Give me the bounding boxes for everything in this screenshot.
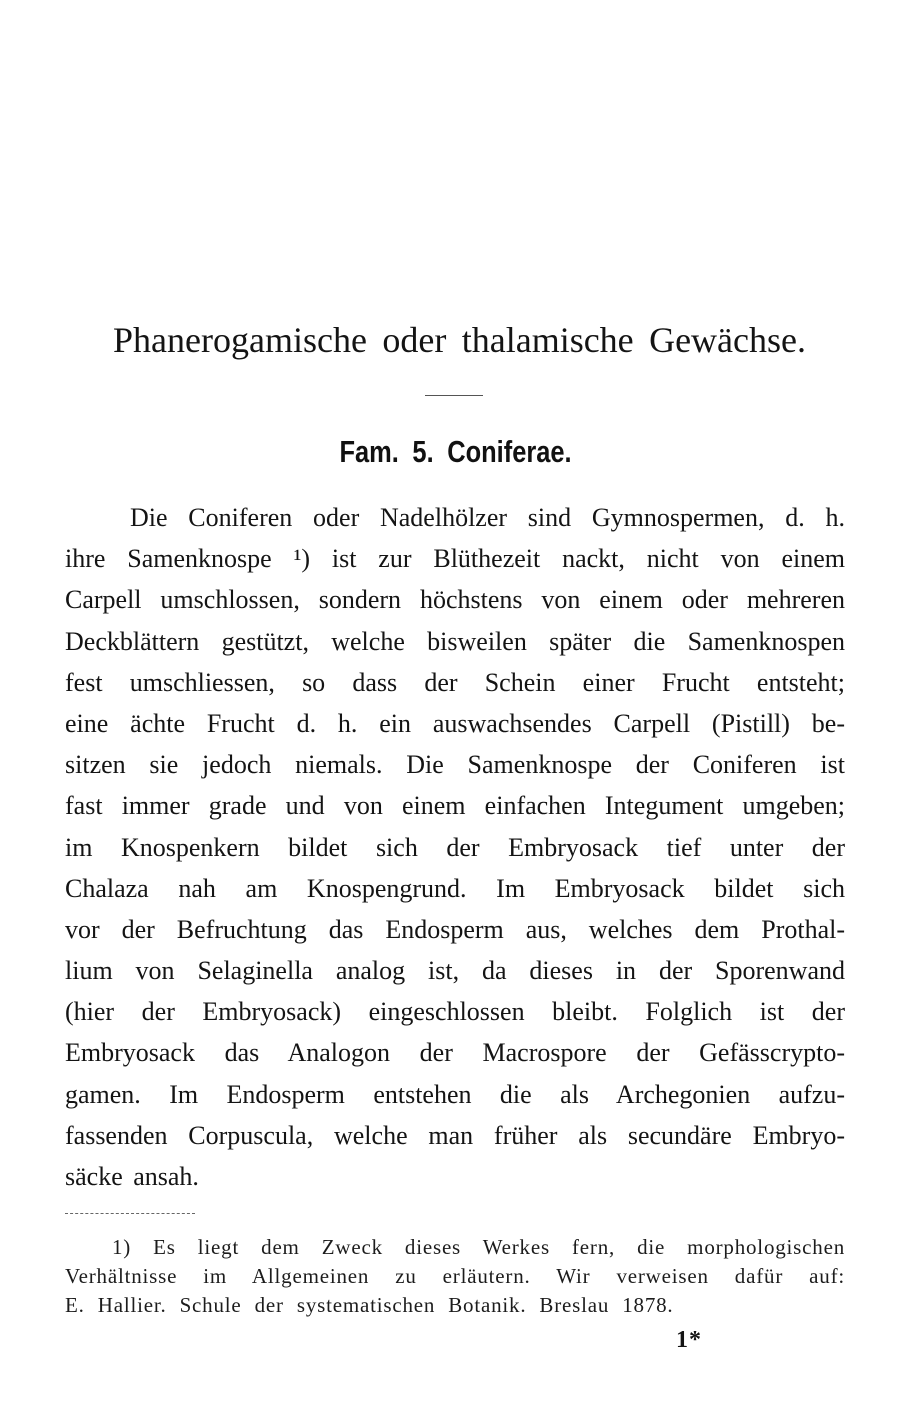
body-line: fassenden Corpuscula, welche man früher als secundäre Embryo- <box>65 1120 845 1150</box>
footnote-line: Verhältnisse im Allgemeinen zu erläutern. Wir verweisen dafür auf: <box>65 1264 845 1288</box>
body-line: fast immer grade und von einem einfachen Integument umgeben; <box>65 791 845 821</box>
body-line: säcke ansah. <box>65 1162 199 1191</box>
family-title: Fam. 5. Coniferae. <box>339 434 573 469</box>
body-line: eine ächte Frucht d. h. ein auswachsendes Carpell (Pistill) be- <box>65 708 845 738</box>
body-line: Chalaza nah am Knospengrund. Im Embryosack bildet sich <box>65 873 845 903</box>
body-paragraph <box>65 497 845 1197</box>
body-line: ihre Samenknospe ¹) ist zur Blüthezeit nackt, nicht von einem <box>65 544 845 574</box>
signature-mark: 1* <box>676 1327 702 1353</box>
footnote-line: 1) Es liegt dem Zweck dieses Werkes fern, die morphologischen <box>112 1235 845 1259</box>
body-line: Die Coniferen oder Nadelhölzer sind Gymnospermen, d. h. <box>130 503 845 532</box>
body-line: gamen. Im Endosperm entstehen die als Archegonien aufzu- <box>65 1079 845 1109</box>
body-line: Carpell umschlossen, sondern höchstens von einem oder mehreren <box>65 585 845 615</box>
body-line: vor der Befruchtung das Endosperm aus, welches dem Prothal- <box>65 914 845 944</box>
body-line: lium von Selaginella analog ist, da dieses in der Sporenwand <box>65 956 845 986</box>
body-line: fest umschliessen, so dass der Schein einer Frucht entsteht; <box>65 667 845 697</box>
body-line: im Knospenkern bildet sich der Embryosack tief unter der <box>65 832 845 862</box>
footnote-line: E. Hallier. Schule der systematischen Botanik. Breslau 1878. <box>65 1293 674 1317</box>
footnote <box>65 1233 845 1320</box>
page-heading: Phanerogamische oder thalamische Gewächse. <box>113 320 806 360</box>
body-line: Deckblättern gestützt, welche bisweilen später die Samenknospen <box>65 626 845 656</box>
heading-divider <box>425 395 483 396</box>
body-line: sitzen sie jedoch niemals. Die Samenknospe der Coniferen ist <box>65 750 845 780</box>
family-title-container <box>0 430 900 474</box>
footnote-divider <box>65 1213 195 1214</box>
body-line: Embryosack das Analogon der Macrospore der Gefässcrypto- <box>65 1038 845 1068</box>
body-line: (hier der Embryosack) eingeschlossen bleibt. Folglich ist der <box>65 997 845 1027</box>
